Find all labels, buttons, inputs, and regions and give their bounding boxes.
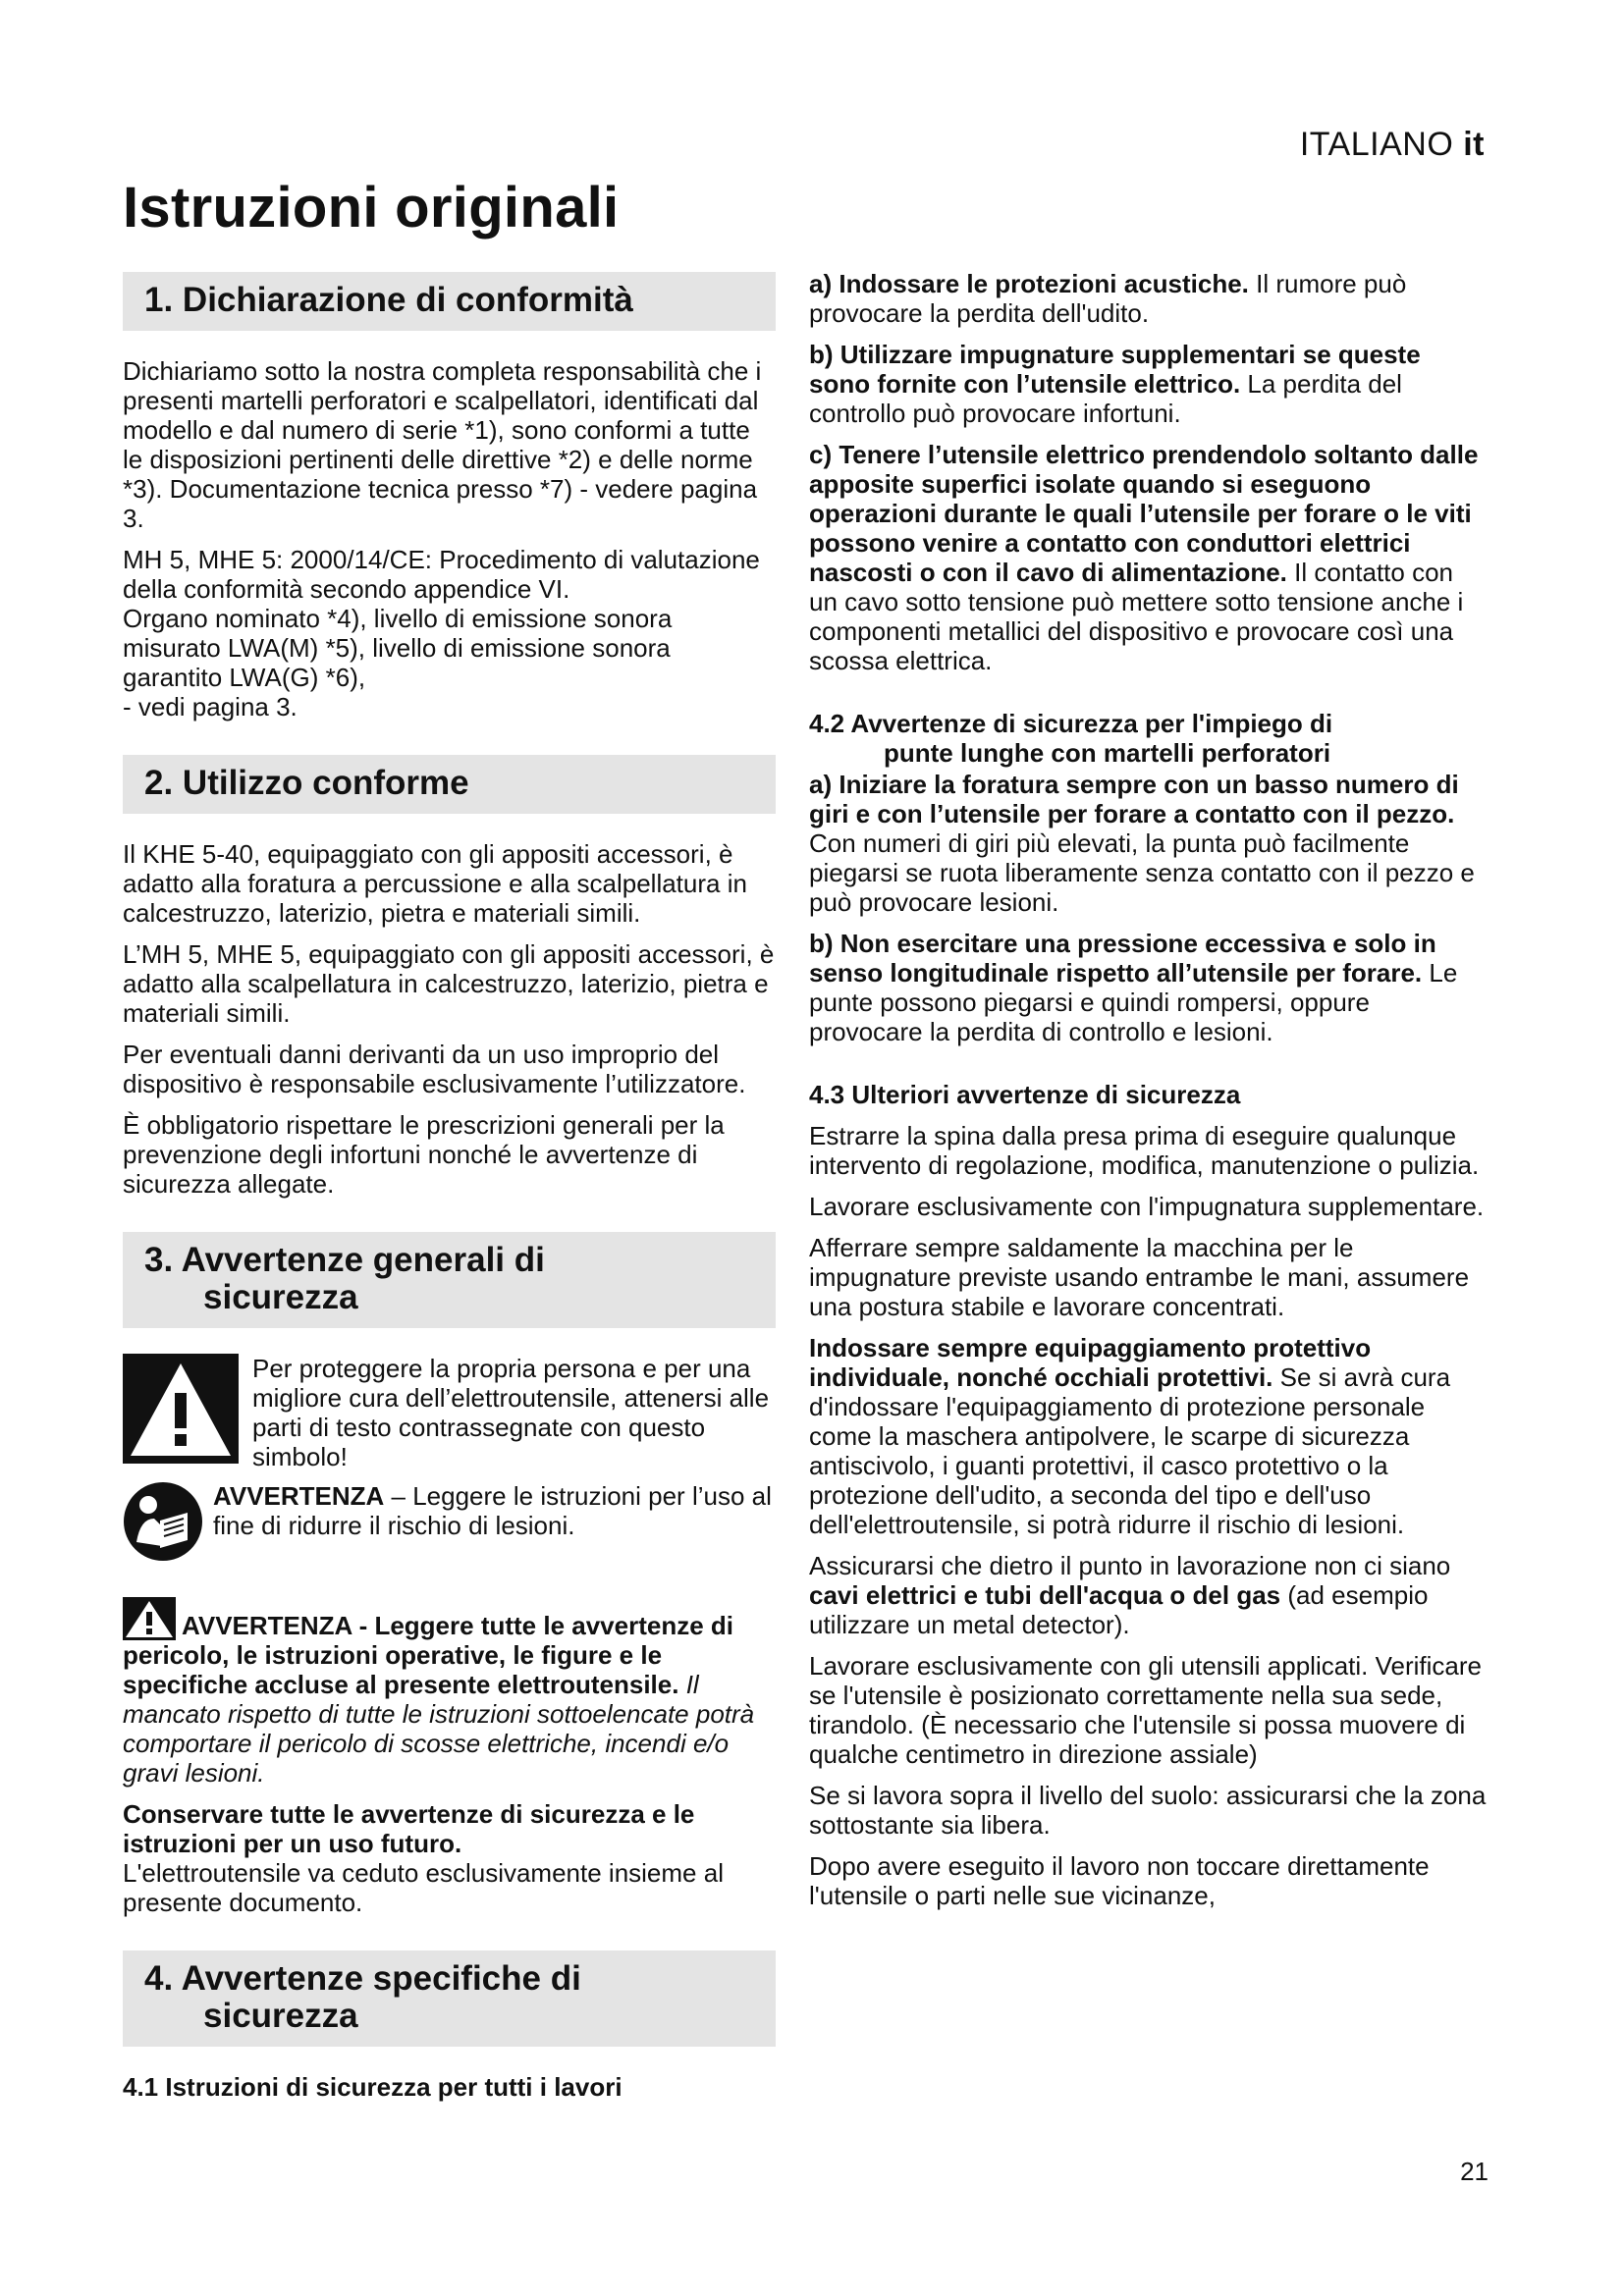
subsection-4-2-heading-line-2: punte lunghe con martelli perforatori [884,738,1331,768]
section-3-heading-line-1: 3. Avvertenze generali di [144,1241,545,1279]
item-4-2-b-text: Le punte possono piegarsi e quindi rompersi, oppure provocare la perdita di controllo e lesioni. [809,958,1458,1046]
section-3-heading-line-2: sicurezza [203,1278,358,1316]
subsection-4-2-heading-line-1: 4.2 Avvertenze di sicurezza per l'impiego di [809,709,1333,738]
item-4-3-paragraph-5-b: (ad esempio utilizzare un metal detector). [809,1580,1429,1639]
symbol-explanation [123,1354,776,1471]
keep-instructions-bold: Conservare tutte le avvertenze di sicurezza e le istruzioni per un uso futuro. [123,1799,695,1858]
item-4-1-c-text: Il contatto con un cavo sotto tensione può mettere sotto tensione anche i componenti metallici del dispositivo e provocare così una scossa elettrica. [809,558,1464,675]
general-warning [123,1597,776,1788]
document-title: Istruzioni originali [123,176,620,240]
item-4-2-a-bold: a) Iniziare la foratura sempre con un basso numero di giri e con l’utensile per forare a contatto con il pezzo. [809,770,1459,828]
read-manual-icon [123,1481,203,1568]
section-1-paragraph-1: Dichiariamo sotto la nostra completa responsabilità che i presenti martelli perforatori e scalpellatori, identificati dal modello e dal numero di serie *1), sono conformi a tutte le disposizioni pertinenti delle direttive *2) e delle norme *3). Documentazione tecnica presso *7) - vedere pagina 3. [123,356,762,533]
symbol-explanation-text: Per proteggere la propria persona e per una migliore cura dell’elettroutensile, attenersi alle parti di testo contrassegnate con questo simbolo! [252,1354,770,1471]
item-4-2-b [809,929,1487,1046]
item-4-3-paragraph-4 [809,1333,1487,1539]
item-4-3-paragraph-2: Lavorare esclusivamente con l'impugnatura supplementare. [809,1192,1485,1221]
warning-triangle-small-icon [123,1597,176,1640]
item-4-1-b-bold: b) Utilizzare impugnature supplementari se queste sono fornite con l’utensile elettrico. [809,340,1421,399]
section-2-heading: 2. Utilizzo conforme [123,755,776,814]
language-tag [1300,126,1485,164]
section-1-paragraph-3: Organo nominato *4), livello di emissione sonora misurato LWA(M) *5), livello di emissione sonora garantito LWA(G) *6), [123,604,673,692]
item-4-3-paragraph-5-a: Assicurarsi che dietro il punto in lavorazione non ci siano [809,1551,1451,1580]
item-4-2-b-bold: b) Non esercitare una pressione eccessiva e solo in senso longitudinale rispetto all’utensile per forare. [809,929,1436,988]
warning-triangle-icon [123,1354,239,1471]
read-manual-note [123,1481,776,1568]
item-4-3-paragraph-3: Afferrare sempre saldamente la macchina per le impugnature previste usando entrambe le mani, assumere una postura stabile e lavorare concentrati. [809,1233,1470,1321]
item-4-2-a [809,770,1487,917]
section-2-paragraph-1: Il KHE 5-40, equipaggiato con gli appositi accessori, è adatto alla foratura a percussione e alla scalpellatura in calcestruzzo, laterizio, pietra e materiali simili. [123,839,747,928]
subsection-4-2-heading [809,709,1487,768]
item-4-1-a-text: Il rumore può provocare la perdita dell'udito. [809,269,1407,328]
general-warning-italic: Il mancato rispetto di tutte le istruzioni sottoelencate potrà comportare il pericolo di scosse elettriche, incendi e/o gravi lesioni. [123,1670,755,1788]
language-name: ITALIANO [1299,126,1454,163]
item-4-3-paragraph-5-bold: cavi elettrici e tubi dell'acqua o del gas [809,1580,1281,1610]
section-4-heading-line-2: sicurezza [203,1997,358,2035]
right-column [809,269,1487,1922]
keep-instructions-text: L'elettroutensile va ceduto esclusivamente insieme al presente documento. [123,1858,724,1917]
item-4-1-b-text: La perdita del controllo può provocare infortuni. [809,369,1402,428]
item-4-1-b [809,340,1487,428]
item-4-3-paragraph-4-text: Se si avrà cura d'indossare l'equipaggiamento di protezione personale come la maschera antipolvere, le scarpe di sicurezza antiscivolo, i guanti protettivi, il casco protettivo o la protezione dell'udito, a seconda del tipo e dell'uso dell'elettroutensile, si potrà ridurre il rischio di lesioni. [809,1362,1451,1539]
section-4-heading [123,1950,776,2047]
subsection-4-3-heading: 4.3 Ulteriori avvertenze di sicurezza [809,1080,1241,1109]
item-4-2-a-text: Con numeri di giri più elevati, la punta può facilmente piegarsi se ruota liberamente senza contatto con il pezzo e può provocare lesioni. [809,828,1475,917]
item-4-1-a [809,269,1487,328]
item-4-1-c [809,440,1487,675]
item-4-1-c-bold: c) Tenere l’utensile elettrico prendendolo soltanto dalle apposite superfici isolate quando si eseguono operazioni durante le quali l’utensile per forare o le viti possono venire a contatto con conduttori elettrici nascosti o con il cavo di alimentazione. [809,440,1479,587]
section-2-paragraph-2: L’MH 5, MHE 5, equipaggiato con gli appositi accessori, è adatto alla scalpellatura in calcestruzzo, laterizio, pietra e materiali simili. [123,939,775,1028]
section-4-heading-line-1: 4. Avvertenze specifiche di [144,1959,581,1998]
read-manual-text [213,1481,776,1568]
general-warning-bold: AVVERTENZA - Leggere tutte le avvertenze di pericolo, le istruzioni operative, le figure e le specifiche accluse al presente elettroutensile. [123,1611,734,1699]
section-1-heading: 1. Dichiarazione di conformità [123,272,776,331]
item-4-3-paragraph-5 [809,1551,1487,1639]
read-manual-rest: – Leggere le istruzioni per l’uso al fine di ridurre il rischio di lesioni. [213,1481,772,1540]
left-column [123,272,776,2113]
subsection-4-1-heading: 4.1 Istruzioni di sicurezza per tutti i lavori [123,2072,623,2102]
page-number: 21 [1460,2157,1489,2186]
item-4-1-a-bold: a) Indossare le protezioni acustiche. [809,269,1249,298]
item-4-3-paragraph-6: Lavorare esclusivamente con gli utensili applicati. Verificare se l'utensile è posizionato correttamente nella sua sede, tirandolo. (È necessario che l'utensile si possa muovere di qualche centimetro in direzione assiale) [809,1651,1483,1769]
item-4-3-paragraph-4-bold: Indossare sempre equipaggiamento protettivo individuale, nonché occhiali protettivi. [809,1333,1372,1392]
section-2-paragraph-3: Per eventuali danni derivanti da un uso improprio del dispositivo è responsabile esclusivamente l’utilizzatore. [123,1040,746,1098]
language-code: it [1463,126,1485,163]
section-2-paragraph-4: È obbligatorio rispettare le prescrizioni generali per la prevenzione degli infortuni nonché le avvertenze di sicurezza allegate. [123,1110,725,1199]
item-4-3-paragraph-7: Se si lavora sopra il livello del suolo: assicurarsi che la zona sottostante sia libera. [809,1781,1487,1840]
item-4-3-paragraph-8: Dopo avere eseguito il lavoro non toccare direttamente l'utensile o parti nelle sue vicinanze, [809,1851,1430,1910]
read-manual-bold: AVVERTENZA [213,1481,385,1511]
section-1-paragraph-2: MH 5, MHE 5: 2000/14/CE: Procedimento di valutazione della conformità secondo appendice VI. [123,545,760,604]
section-1-paragraph-4: - vedi pagina 3. [123,692,298,721]
item-4-3-paragraph-1: Estrarre la spina dalla presa prima di eseguire qualunque intervento di regolazione, modifica, manutenzione o pulizia. [809,1121,1480,1180]
section-3-heading [123,1232,776,1328]
